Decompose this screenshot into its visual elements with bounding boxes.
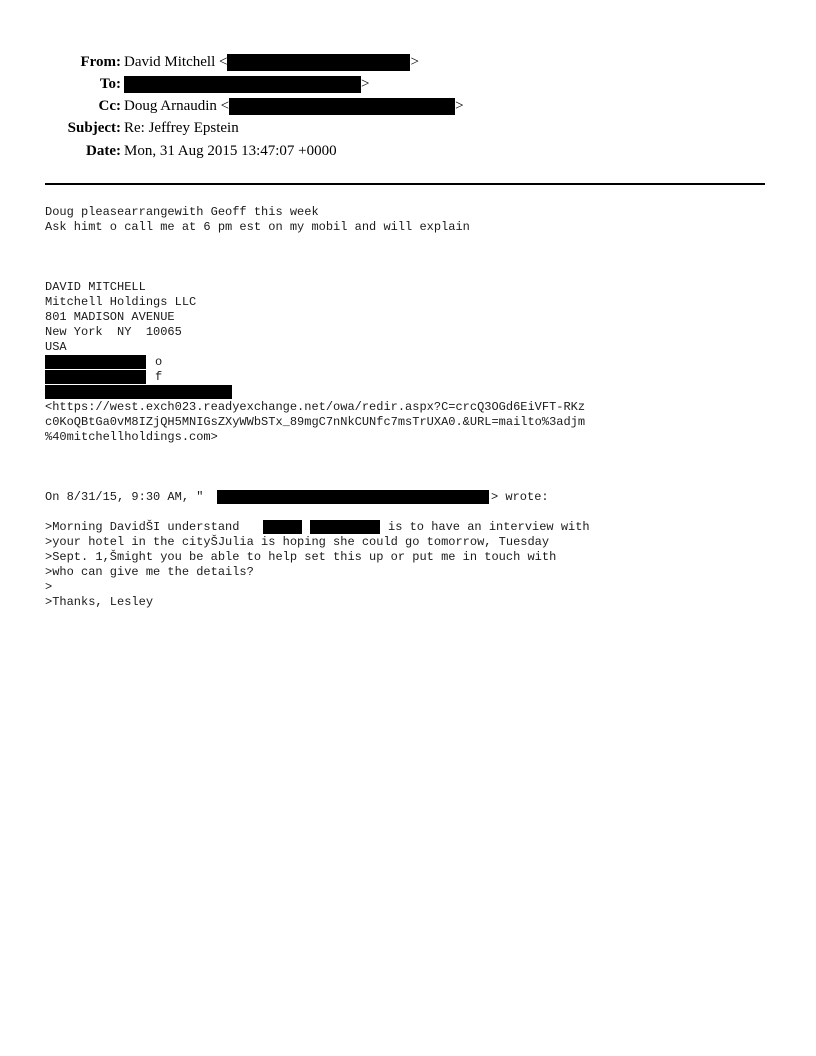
signature-city: New York NY 10065 (45, 325, 182, 339)
quote-line: > (45, 580, 53, 594)
quote-line-1-prefix: >Morning DavidŠI understand (45, 520, 240, 534)
email-redaction (45, 385, 232, 399)
fax-redaction (45, 370, 146, 384)
to-label: To: (99, 76, 121, 92)
to-close-bracket: > (361, 76, 370, 92)
last-name-redaction (310, 520, 380, 534)
from-close-bracket: > (410, 54, 419, 70)
from-name: David Mitchell (124, 54, 216, 70)
cc-email-redaction (229, 98, 455, 115)
from-email-redaction (227, 54, 410, 71)
signature-link-line[interactable]: %40mitchellholdings.com> (45, 430, 218, 444)
from-open-bracket: < (218, 54, 228, 70)
from-value (124, 51, 419, 73)
signature-company: Mitchell Holdings LLC (45, 295, 197, 309)
phone-redaction (45, 355, 146, 369)
signature-street: 801 MADISON AVENUE (45, 310, 175, 324)
quote-line: >your hotel in the cityŠJulia is hoping she could go tomorrow, Tuesday (45, 535, 550, 549)
date-label: Date: (86, 143, 121, 159)
phone-suffix-f: f (155, 370, 163, 384)
cc-close-bracket: > (455, 98, 464, 114)
cc-label: Cc: (98, 98, 121, 114)
quote-line: >who can give me the details? (45, 565, 254, 579)
date-value: Mon, 31 Aug 2015 13:47:07 +0000 (124, 143, 337, 159)
phone-suffix-o: o (155, 355, 163, 369)
body-line: Doug pleasearrangewith Geoff this week (45, 205, 319, 219)
date-row (0, 140, 121, 162)
quote-line: >Thanks, Lesley (45, 595, 154, 609)
quoted-message (45, 490, 765, 615)
cc-value (124, 95, 464, 117)
to-value (124, 73, 369, 95)
cc-name: Doug Arnaudin (124, 98, 217, 114)
subject-label: Subject: (67, 120, 121, 136)
quote-line-1-suffix: is to have an interview with (388, 520, 590, 534)
to-email-redaction (124, 76, 361, 93)
first-name-redaction (263, 520, 302, 534)
from-label: From: (80, 54, 121, 70)
subject-value: Re: Jeffrey Epstein (124, 120, 239, 136)
cc-row (0, 95, 121, 117)
cc-open-bracket: < (220, 98, 230, 114)
message-body (45, 205, 765, 245)
signature-block (45, 280, 765, 450)
signature-link-line[interactable]: c0KoQBtGa0vM8IZjQH5MNIGsZXyWWbSTx_89mgC7nNkCUNfc7msTrUXA0.&URL=mailto%3adjm (45, 415, 586, 429)
subject-row (0, 117, 121, 139)
signature-country: USA (45, 340, 67, 354)
from-row (0, 51, 121, 73)
body-line: Ask himt o call me at 6 pm est on my mobil and will explain (45, 220, 470, 234)
signature-name: DAVID MITCHELL (45, 280, 146, 294)
quote-intro-suffix: > wrote: (491, 490, 549, 504)
to-row (0, 73, 121, 95)
signature-link-line[interactable]: <https://west.exch023.readyexchange.net/owa/redir.aspx?C=crcQ3OGd6EiVFT-RKz (45, 400, 586, 414)
sender-email-redaction (217, 490, 489, 504)
quote-intro-prefix: On 8/31/15, 9:30 AM, " (45, 490, 204, 504)
quote-line: >Sept. 1,Šmight you be able to help set this up or put me in touch with (45, 550, 557, 564)
header-divider (45, 183, 765, 185)
